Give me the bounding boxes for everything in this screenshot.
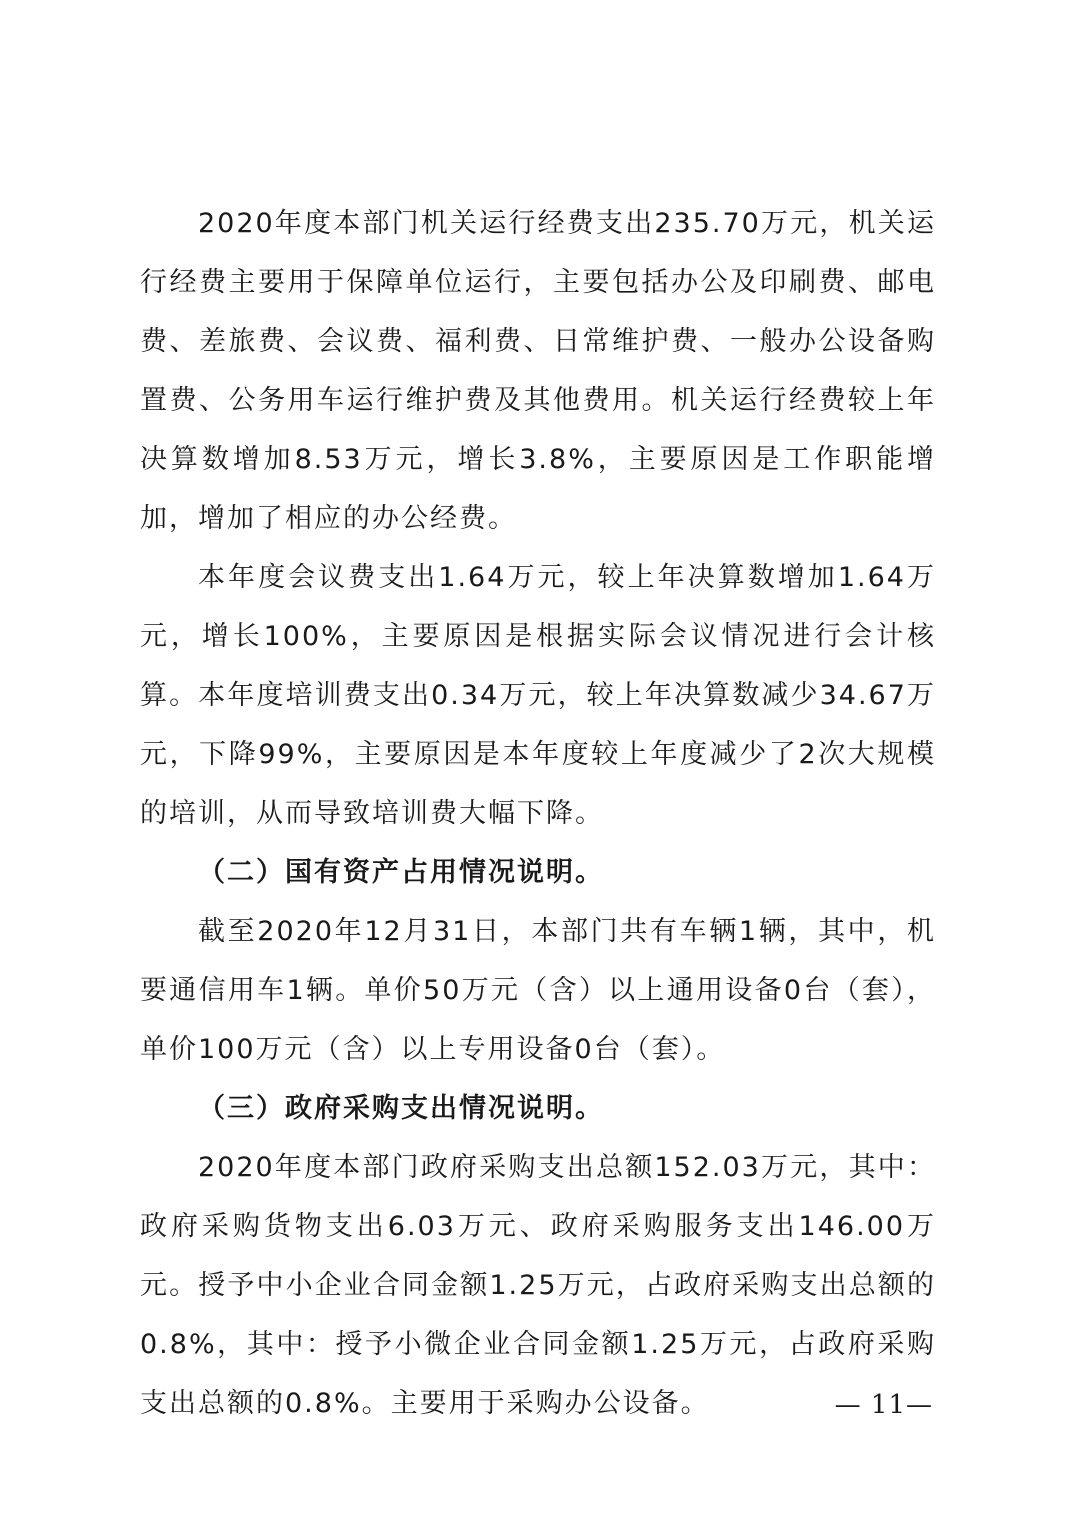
section-heading-state-assets: （二）国有资产占用情况说明。 [198, 857, 604, 888]
paragraph-state-assets: 截至2020年12月31日，本部门共有车辆1辆，其中，机要通信用车1辆。单价50万元（含）以上通用设备0台（套），单价100万元（含）以上专用设备0台（套）。 [140, 916, 936, 1065]
paragraph-operating-expenses: 2020年度本部门机关运行经费支出235.70万元，机关运行经费主要用于保障单位运行，主要包括办公及印刷费、邮电费、差旅费、会议费、福利费、日常维护费、一般办公设备购置费、公务用车运行维护费及其他费用。机关运行经费较上年决算数增加8.53万元，增长3.8%，主要原因是工作职能增加，增加了相应的办公经费。 [140, 208, 936, 534]
page-number: — 11— [834, 1390, 933, 1420]
section-heading-government-procurement: （三）政府采购支出情况说明。 [198, 1093, 604, 1124]
paragraph-government-procurement: 2020年度本部门政府采购支出总额152.03万元，其中：政府采购货物支出6.03万元、政府采购服务支出146.00万元。授予中小企业合同金额1.25万元，占政府采购支出总额的0.8%，其中：授予小微企业合同金额1.25万元，占政府采购支出总额的0.8%。主要用于采购办公设备。 [140, 1152, 936, 1419]
document-body [140, 194, 936, 1433]
paragraph-meeting-training-fees: 本年度会议费支出1.64万元，较上年决算数增加1.64万元，增长100%，主要原因是根据实际会议情况进行会计核算。本年度培训费支出0.34万元，较上年决算数减少34.67万元，下降99%，主要原因是本年度较上年度减少了2次大规模的培训，从而导致培训费大幅下降。 [140, 562, 936, 829]
